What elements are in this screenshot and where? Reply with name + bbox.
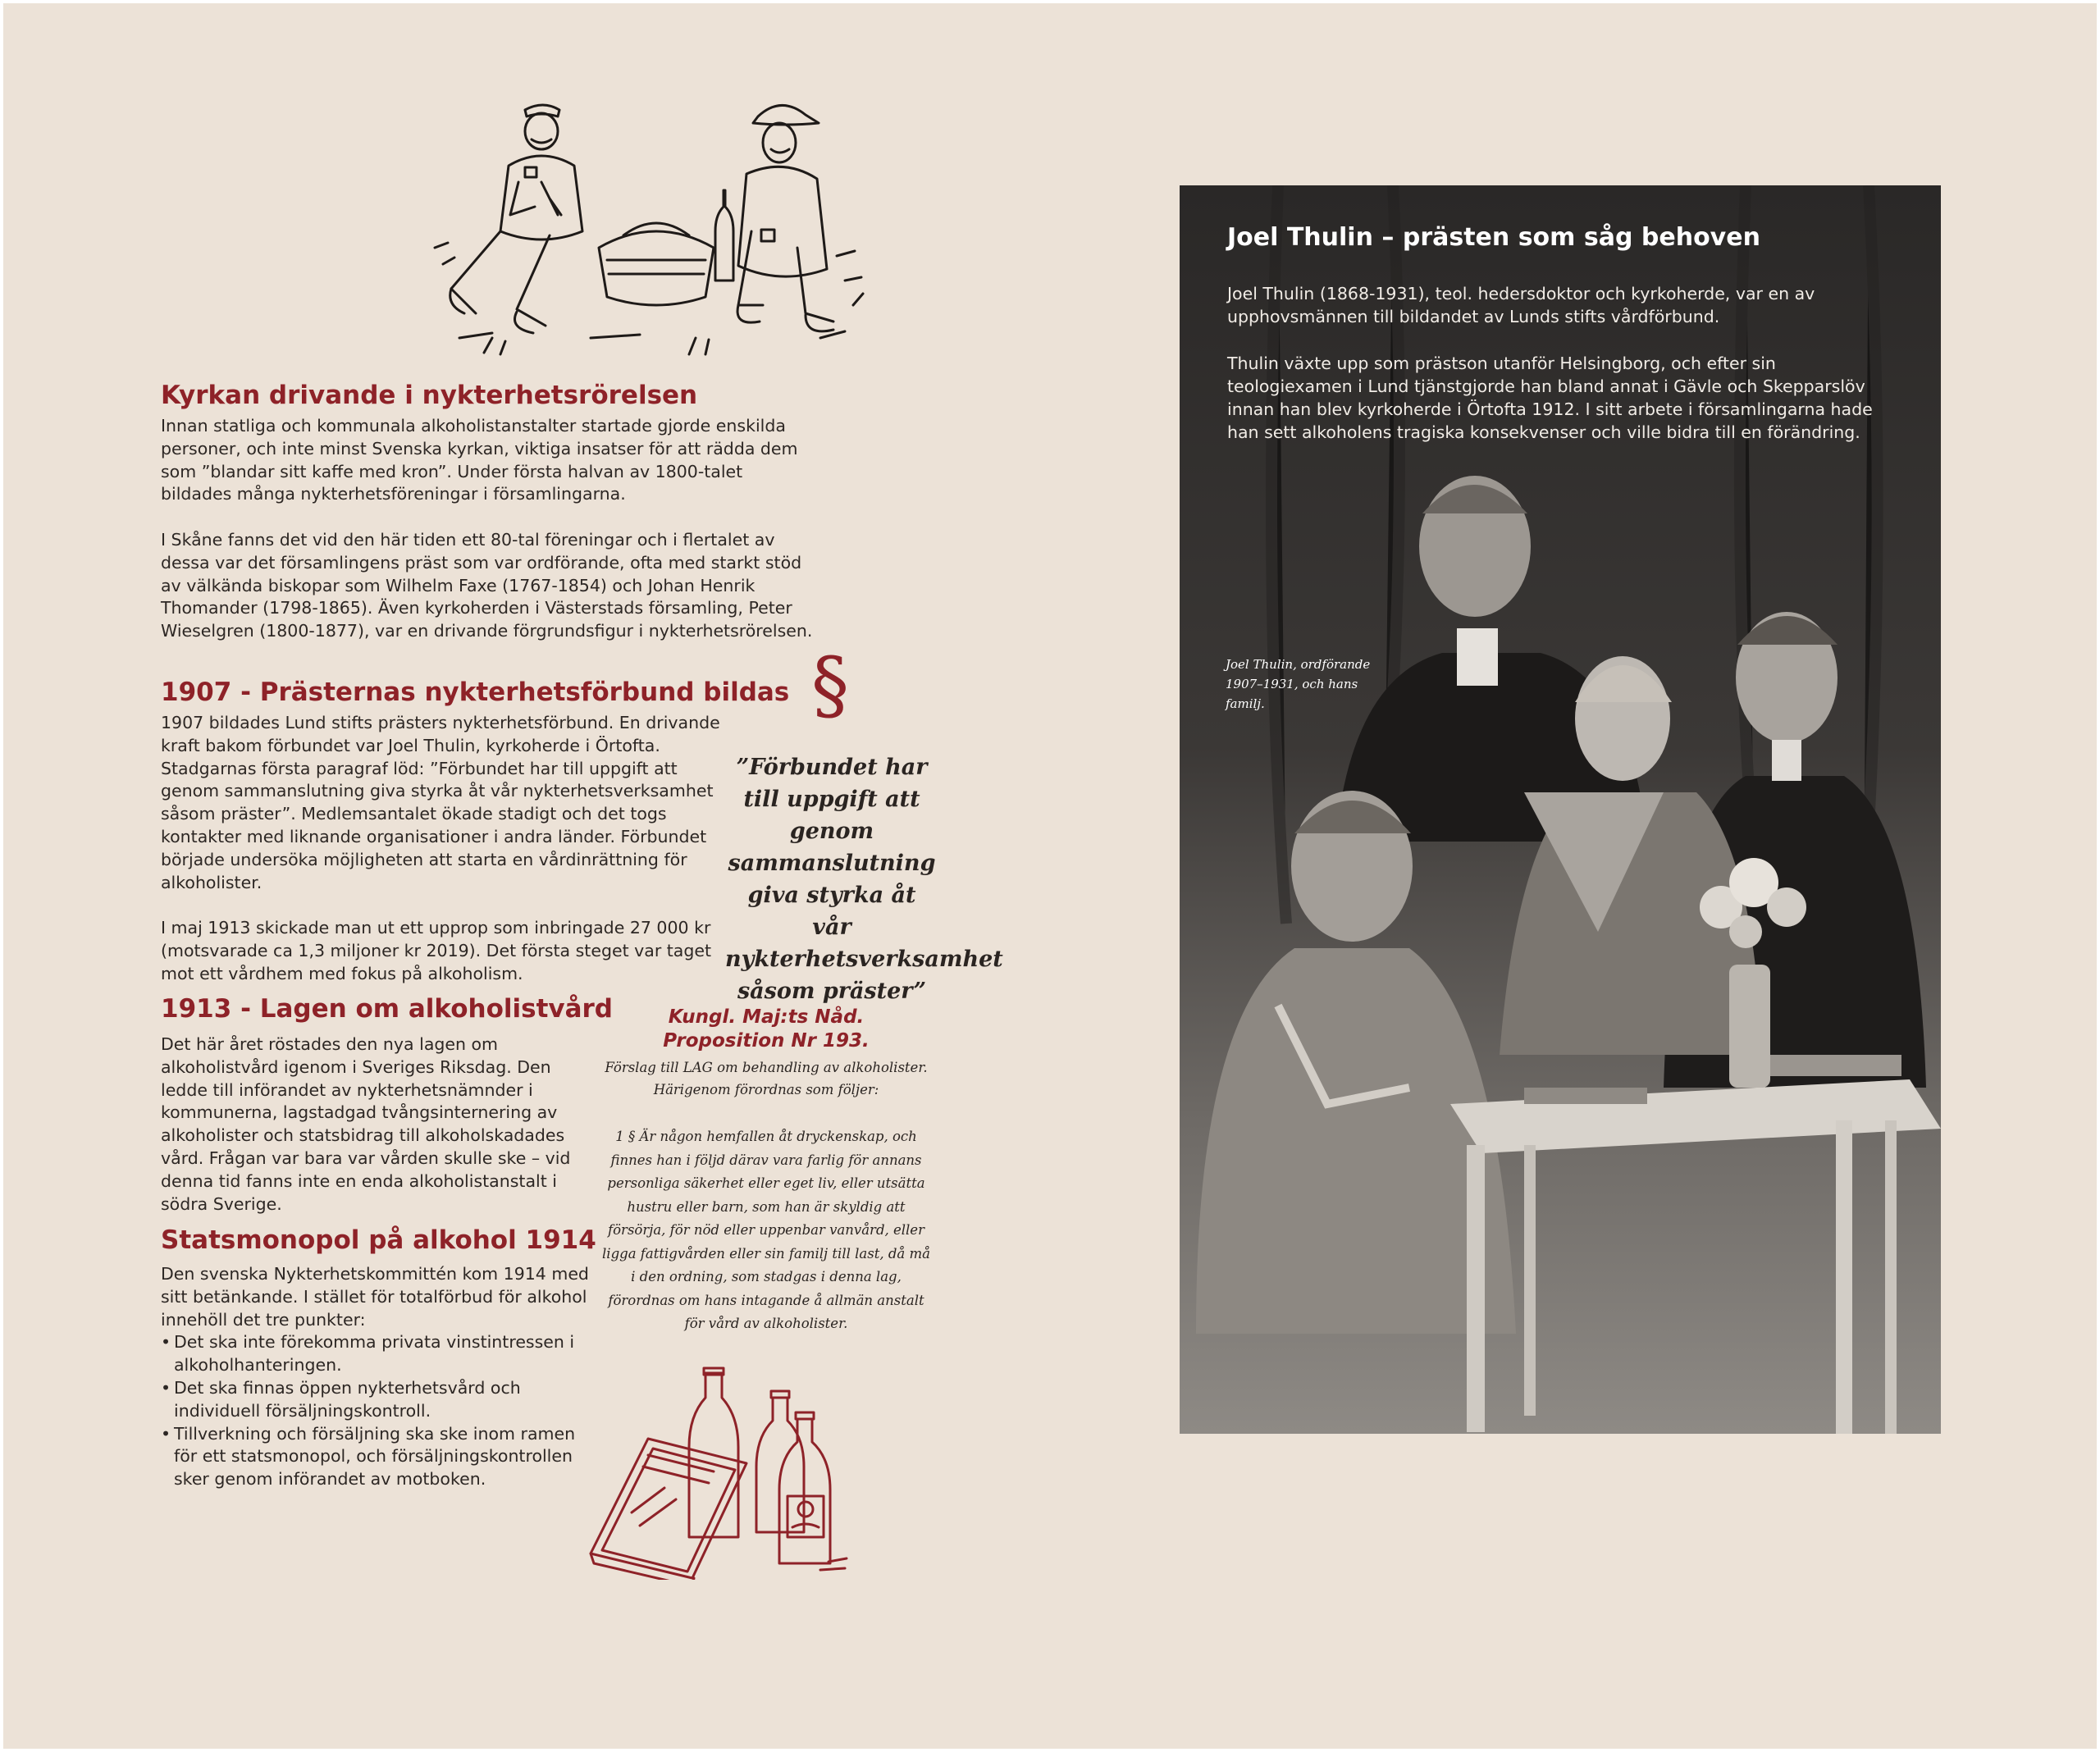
paragraph: Innan statliga och kommunala alkoholistanstalter startade gjorde enskilda personer, och inte minst Svenska kyrkan, viktiga insatser för att rädda dem som ”blandar sitt kaffe med kron”. Under första halvan av 1800-talet bildades många nykterhetsföreningar i församlingarna. (161, 416, 798, 504)
proposition-heading-line: Proposition Nr 193. (663, 1030, 870, 1052)
list-item: • Det ska inte förekomma privata vinstintressen i alkoholhanteringen. (161, 1331, 591, 1377)
poster (3, 3, 2097, 1749)
panel-text (1227, 282, 1900, 468)
two-men-picnic-illustration (427, 92, 870, 389)
section-heading-1913: 1913 - Lagen om alkoholistvård (161, 994, 613, 1024)
section-body-1913 (161, 1033, 591, 1216)
paragraph: Thulin växte upp som prästson utanför Helsingborg, och efter sin teologiexamen i Lund tjänstgjorde han bland annat i Gävle och Skepparslöv innan han blev kyrkoherde i Örtofta 1912. I sitt arbete i församlingarna hade han sett alkoholens tragiska konsekvenser och ville bidra till en förändring. (1227, 353, 1873, 443)
bullet-list (161, 1331, 591, 1491)
proposition-heading (602, 1006, 930, 1053)
paragraph-symbol-icon: § (811, 641, 849, 729)
photo-panel (1180, 185, 1941, 1434)
proposition-subtitle-line: Härigenom förordnas som följer: (653, 1082, 879, 1097)
list-item: • Tillverkning och försäljning ska ske inom ramen för ett statsmonopol, och försäljningskontrollen sker genom införandet av motboken. (161, 1423, 591, 1491)
proposition-text: 1 § Är någon hemfallen åt dryckenskap, och finnes han i följd därav vara farlig för annans personliga säkerhet eller eget liv, eller utsätta hustru eller barn, som han är skyldig att försörja, för nöd eller uppenbar vanvård, eller ligga fattigvården eller sin familj till last, då må i den ordning, som stadgas i denna lag, förordnas om hans intagande å allmän anstalt för vård av alkoholister. (602, 1129, 930, 1331)
pull-quote: ”Förbundet har till uppgift att genom sammanslutning giva styrka åt vår nykterhetsverksamhet såsom präster” (725, 755, 1003, 1004)
bottles-and-book-illustration (582, 1365, 853, 1580)
proposition-subtitle-line: Förslag till LAG om behandling av alkoholister. (605, 1060, 928, 1075)
paragraph: Den svenska Nykterhetskommittén kom 1914 med sitt betänkande. I stället för totalförbud för alkohol innehöll det tre punkter: (161, 1264, 589, 1330)
section-body-1907 (161, 712, 724, 986)
list-item: • Det ska finnas öppen nykterhetsvård och individuell försäljningskontroll. (161, 1377, 591, 1423)
section-heading-1907: 1907 - Prästernas nykterhetsförbund bildas (161, 678, 790, 707)
proposition-subtitle (602, 1056, 930, 1101)
section-heading-statsmonopol: Statsmonopol på alkohol 1914 (161, 1225, 596, 1255)
section-body-kyrkan (161, 415, 817, 643)
proposition-heading-line: Kungl. Maj:ts Nåd. (668, 1006, 865, 1028)
paragraph: Joel Thulin (1868-1931), teol. hedersdoktor och kyrkoherde, var en av upphovsmännen till bildandet av Lunds stifts vårdförbund. (1227, 284, 1815, 327)
panel-title: Joel Thulin – prästen som såg behoven (1227, 223, 1760, 252)
section-heading-kyrkan: Kyrkan drivande i nykterhetsrörelsen (161, 381, 698, 410)
paragraph: I maj 1913 skickade man ut ett upprop som inbringade 27 000 kr (motsvarade ca 1,3 miljoner kr 2019). Det första steget var taget mot ett vårdhem med fokus på alkoholism. (161, 918, 712, 983)
photo-caption: Joel Thulin, ordförande 1907–1931, och hans familj. (1226, 657, 1371, 711)
section-body-statsmonopol (161, 1263, 591, 1491)
paragraph: I Skåne fanns det vid den här tiden ett 80-tal föreningar och i flertalet av dessa var det församlingens präst som var ordförande, ofta med starkt stöd av välkända biskopar som Wilhelm Faxe (1767-1854) och Johan Henrik Thomander (1798-1865). Även kyrkoherden i Västerstads församling, Peter Wieselgren (1800-1877), var en drivande förgrundsfigur i nykterhetsrörelsen. (161, 529, 813, 641)
paragraph: Det här året röstades den nya lagen om alkoholistvård igenom i Sveriges Riksdag. Den ledde till införandet av nykterhetsnämnder i kommunerna, lagstadgad tvångsinternering av alkoholister och statsbidrag till alkoholskadades vård. Frågan var bara var vården skulle ske – vid denna tid fanns inte en enda alkoholistanstalt i södra Sverige. (161, 1034, 571, 1214)
paragraph: 1907 bildades Lund stifts prästers nykterhetsförbund. En drivande kraft bakom förbundet var Joel Thulin, kyrkoherde i Örtofta. Stadgarnas första paragraf löd: ”Förbundet har till uppgift att genom sammanslutning giva styrka åt vår nykterhetsverksamhet såsom präster”. Medlemsantalet ökade stadigt och det togs kontakter med liknande organisationer i andra länder. Förbundet började undersöka möjligheten att starta en vårdinrättning för alkoholister. (161, 713, 720, 892)
